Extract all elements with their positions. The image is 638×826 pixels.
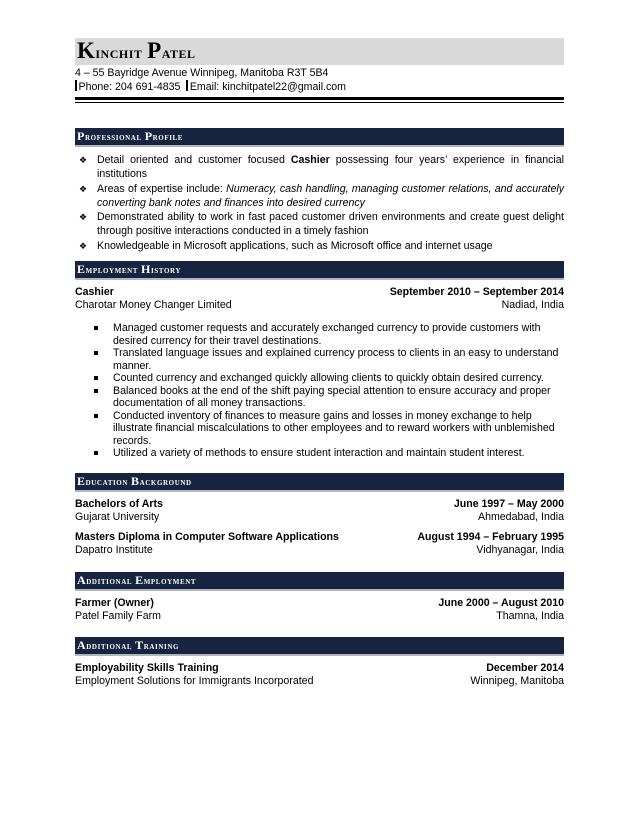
job-company-row	[75, 299, 564, 312]
section-additional-employment	[75, 572, 564, 623]
address: 4 – 55 Bayridge Avenue Winnipeg, Manitoba R3T 5B4	[75, 67, 329, 79]
degree: Bachelors of Arts	[75, 498, 163, 510]
training-org: Employment Solutions for Immigrants Incorporated	[75, 675, 314, 687]
square-bullet-icon	[94, 389, 98, 393]
profile-bullet: ❖ Knowledgeable in Microsoft applications, such as Microsoft office and internet usage	[79, 239, 493, 252]
degree: Masters Diploma in Computer Software Applications	[75, 531, 339, 543]
header-rule-thick	[75, 97, 564, 100]
job-location: Thamna, India	[496, 610, 564, 622]
square-bullet-icon	[94, 376, 98, 380]
profile-bullet: ❖ Areas of expertise include: Numeracy, cash handling, managing customer relations, and accurately converting bank notes and finances into desired currency	[79, 182, 564, 209]
school-location: Vidhyanagar, India	[476, 544, 564, 556]
contact-line	[75, 80, 564, 94]
training-dates: December 2014	[486, 662, 564, 674]
profile-list	[75, 153, 564, 253]
square-bullet-icon	[94, 451, 98, 455]
section-heading: Employment History	[75, 261, 564, 280]
training-title: Employability Skills Training	[75, 662, 219, 674]
section-heading: Professional Profile	[75, 128, 564, 147]
job-company: Charotar Money Changer Limited	[75, 299, 232, 311]
duty-item: Utilized a variety of methods to ensure student interaction and maintain student interest.	[75, 447, 564, 460]
duty-item: Managed customer requests and accurately exchanged currency to provide customers with desired currency for their travel destinations.	[75, 322, 564, 347]
resume-page	[75, 38, 564, 687]
training-location: Winnipeg, Manitoba	[470, 675, 564, 687]
school-location: Ahmedabad, India	[478, 511, 564, 523]
section-heading: Education Background	[75, 473, 564, 492]
square-bullet-icon	[94, 414, 98, 418]
job-location: Nadiad, India	[501, 299, 564, 311]
job-title: Cashier	[75, 286, 114, 298]
section-heading: Additional Training	[75, 637, 564, 656]
job-dates: June 2000 – August 2010	[438, 597, 564, 609]
job-title-row	[75, 286, 564, 299]
education-entry	[75, 498, 564, 524]
diamond-bullet-icon: ❖	[79, 240, 88, 251]
diamond-bullet-icon: ❖	[79, 212, 88, 222]
profile-bullet: ❖ Detail oriented and customer focused Cashier possessing four years’ experience in financial institutions	[79, 154, 564, 180]
education-entry	[75, 531, 564, 557]
square-bullet-icon	[94, 326, 98, 330]
square-bullet-icon	[94, 351, 98, 355]
duty-item: Counted currency and exchanged quickly allowing clients to quickly obtain desired currency.	[75, 372, 564, 385]
email: Email: kinchitpatel22@gmail.com	[189, 81, 346, 93]
degree-dates: June 1997 – May 2000	[453, 498, 564, 510]
diamond-bullet-icon: ❖	[79, 183, 88, 194]
job-title: Farmer (Owner)	[75, 597, 154, 609]
school: Gujarat University	[75, 511, 160, 523]
section-heading: Additional Employment	[75, 572, 564, 591]
section-education	[75, 473, 564, 557]
section-additional-training	[75, 637, 564, 688]
name-bar	[75, 38, 564, 65]
profile-bullet: ❖ Demonstrated ability to work in fast paced customer driven environments and create guest delight through positive interactions conducted in a timely fashion	[79, 211, 564, 237]
phone: Phone: 204 691-4835	[78, 81, 181, 93]
candidate-name: Kinchit Patel	[77, 38, 196, 63]
degree-dates: August 1994 – February 1995	[417, 531, 564, 543]
job-dates: September 2010 – September 2014	[389, 286, 564, 298]
section-professional-profile	[75, 128, 564, 253]
duty-item: Translated language issues and explained currency process to clients in an easy to understand manner.	[75, 347, 564, 372]
job-company: Patel Family Farm	[75, 610, 161, 622]
section-employment-history	[75, 261, 564, 460]
school: Dapatro Institute	[75, 544, 153, 556]
duties-list	[75, 322, 564, 460]
header-rule-thin	[75, 102, 564, 103]
diamond-bullet-icon: ❖	[79, 155, 88, 165]
duty-item: Balanced books at the end of the shift paying special attention to ensure accuracy and proper documentation of all money transactions.	[75, 385, 564, 410]
duty-item: Conducted inventory of finances to measure gains and losses in money exchange to help illustrate financial miscalculations to other employees and to reward workers with unblemished records.	[75, 410, 564, 448]
